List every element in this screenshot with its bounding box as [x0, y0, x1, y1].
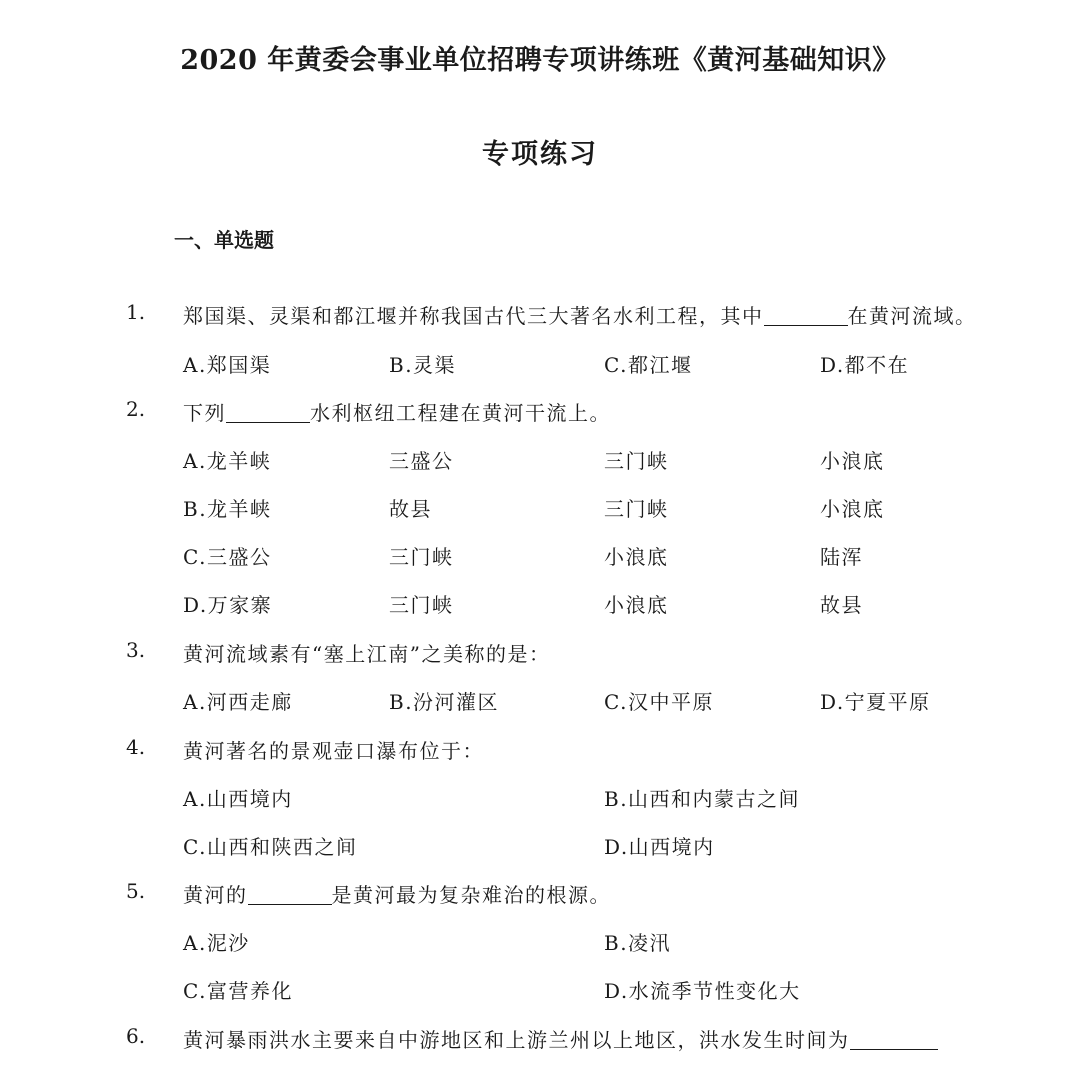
question-2-option-c-3: 小浪底 — [604, 545, 669, 569]
question-6-number: 6. — [126, 1024, 146, 1048]
question-2-option-c-4: 陆浑 — [820, 545, 863, 569]
question-1-text-pre: 郑国渠、灵渠和都江堰并称我国古代三大著名水利工程，其中 — [183, 304, 764, 328]
document-subtitle: 专项练习 — [482, 139, 598, 170]
question-1-option-b: B.灵渠 — [389, 353, 457, 377]
question-6-text — [183, 1024, 938, 1053]
question-1-number: 1. — [126, 300, 146, 324]
question-1-option-a: A.郑国渠 — [183, 353, 272, 377]
question-2-option-a-4: 小浪底 — [820, 449, 885, 473]
question-2-option-d-4: 故县 — [820, 593, 863, 617]
question-3-text: 黄河流域素有“塞上江南”之美称的是： — [183, 642, 551, 666]
question-4-option-a: A.山西境内 — [183, 787, 293, 811]
question-2-option-d-3: 小浪底 — [604, 593, 669, 617]
question-5-text-post: 是黄河最为复杂难治的根源。 — [331, 883, 611, 907]
question-4-text: 黄河著名的景观壶口瀑布位于： — [183, 739, 484, 763]
question-2-option-b-1: B.龙羊峡 — [183, 497, 272, 521]
question-4-option-c: C.山西和陕西之间 — [183, 835, 358, 859]
question-6-blank — [850, 1029, 938, 1050]
question-1-blank — [764, 305, 848, 326]
question-2-option-b-4: 小浪底 — [820, 497, 885, 521]
question-2-option-a-1: A.龙羊峡 — [183, 449, 272, 473]
question-5-number: 5. — [126, 879, 146, 903]
question-2-text-pre: 下列 — [183, 401, 226, 425]
question-5-option-c: C.富营养化 — [183, 979, 293, 1003]
question-6-text-pre: 黄河暴雨洪水主要来自中游地区和上游兰州以上地区，洪水发生时间为 — [183, 1028, 850, 1052]
question-5-option-b: B.凌汛 — [604, 931, 672, 955]
question-2-text-post: 水利枢纽工程建在黄河干流上。 — [310, 401, 611, 425]
question-3-option-c: C.汉中平原 — [604, 690, 714, 714]
question-2-option-d-1: D.万家寨 — [183, 593, 273, 617]
question-2-blank — [226, 402, 310, 423]
question-3-option-a: A.河西走廊 — [183, 690, 293, 714]
question-1-text — [183, 300, 977, 329]
question-4-option-b: B.山西和内蒙古之间 — [604, 787, 801, 811]
question-2-option-c-2: 三门峡 — [389, 545, 454, 569]
question-2-option-a-2: 三盛公 — [389, 449, 454, 473]
question-2-option-b-3: 三门峡 — [604, 497, 669, 521]
document-title: 2020 年黄委会事业单位招聘专项讲练班《黄河基础知识》 — [180, 45, 900, 76]
question-3-option-b: B.汾河灌区 — [389, 690, 500, 714]
question-5-text-pre: 黄河的 — [183, 883, 248, 907]
question-5-blank — [248, 884, 332, 905]
question-2-option-c-1: C.三盛公 — [183, 545, 272, 569]
question-4-option-d: D.山西境内 — [604, 835, 715, 859]
question-3-number: 3. — [126, 638, 146, 662]
question-1-option-d: D.都不在 — [820, 353, 910, 377]
question-5-text — [183, 879, 611, 908]
question-1-text-post: 在黄河流域。 — [847, 304, 977, 328]
section-heading: 一、单选题 — [174, 228, 274, 252]
question-2-number: 2. — [126, 397, 146, 421]
question-1-option-c: C.都江堰 — [604, 353, 693, 377]
question-4-number: 4. — [126, 735, 146, 759]
question-2-text — [183, 397, 611, 426]
question-3-option-d: D.宁夏平原 — [820, 690, 931, 714]
question-2-option-b-2: 故县 — [389, 497, 432, 521]
question-5-option-a: A.泥沙 — [183, 931, 250, 955]
question-2-option-d-2: 三门峡 — [389, 593, 454, 617]
question-5-option-d: D.水流季节性变化大 — [604, 979, 801, 1003]
question-2-option-a-3: 三门峡 — [604, 449, 669, 473]
